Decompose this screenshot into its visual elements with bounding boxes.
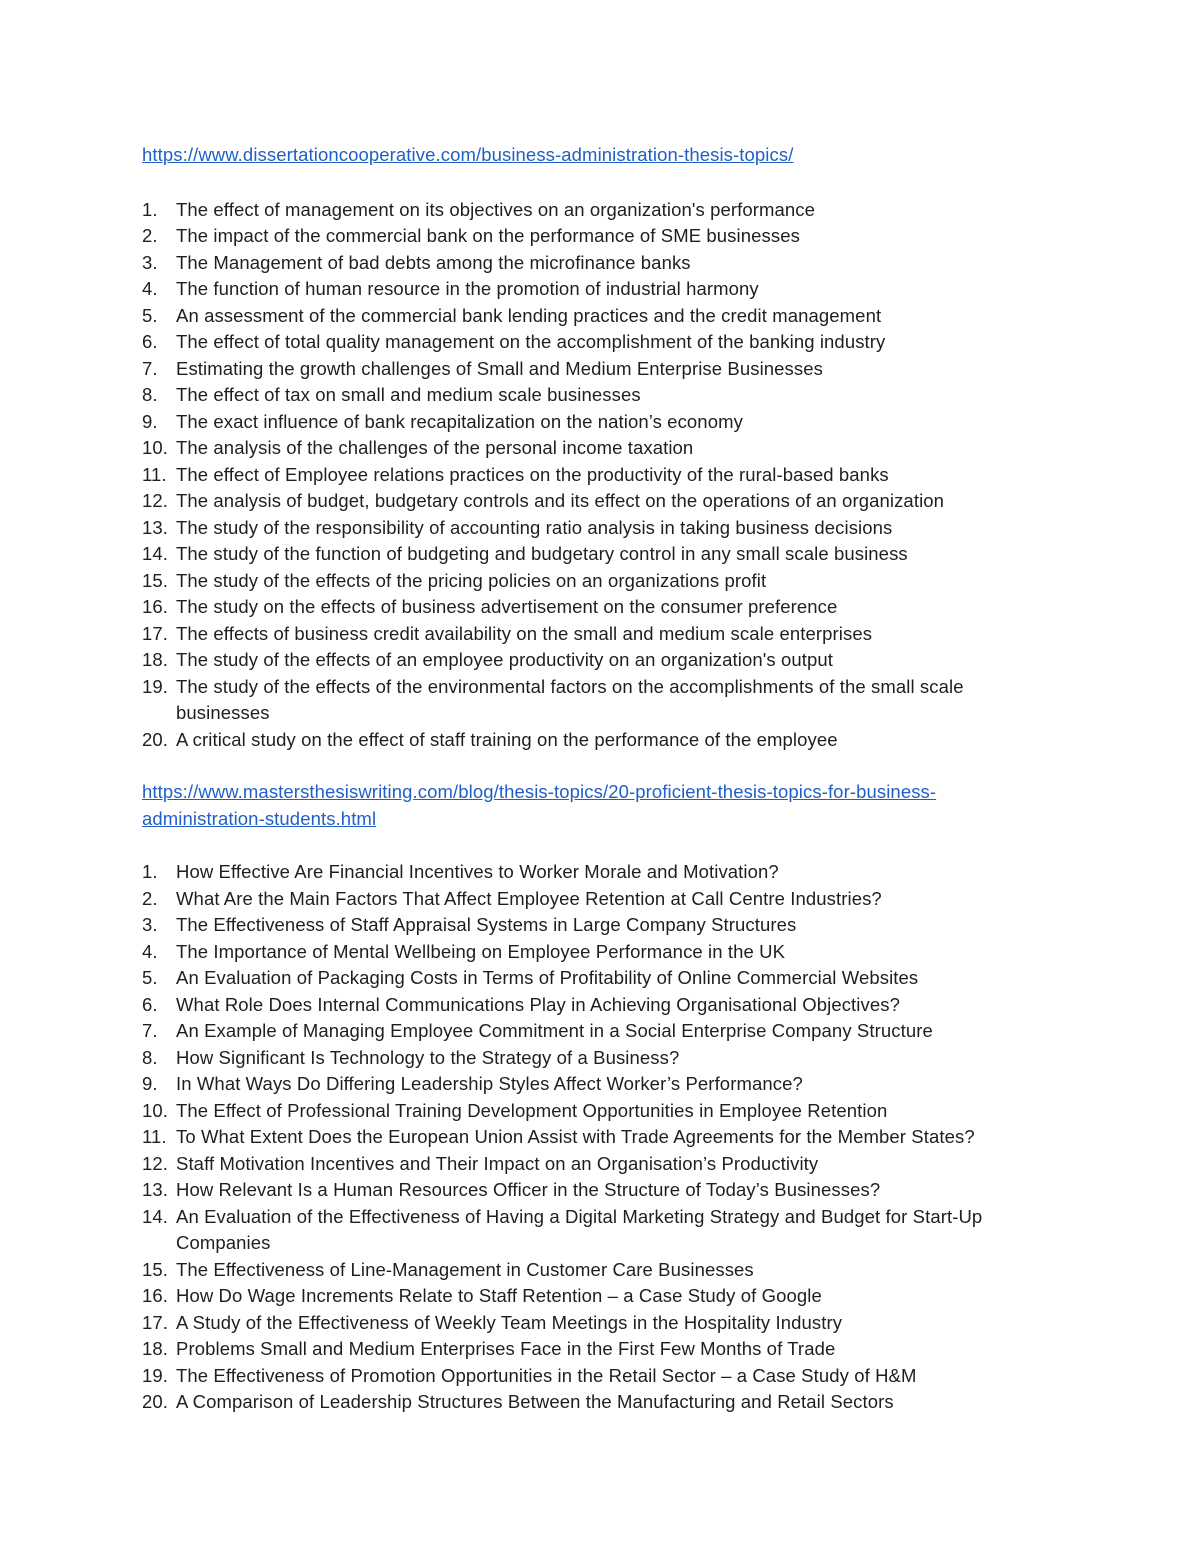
list-item-number: 12.	[142, 1152, 169, 1174]
list-item	[142, 992, 1022, 1019]
list-item	[142, 197, 1022, 224]
list-item-text: The Effectiveness of Line-Management in Customer Care Businesses	[176, 1258, 754, 1280]
list-item-text: In What Ways Do Differing Leadership Styles Affect Worker’s Performance?	[176, 1073, 803, 1094]
topic-list-2	[142, 859, 1060, 1416]
list-item	[142, 356, 1022, 383]
list-item-text: Problems Small and Medium Enterprises Face in the First Few Months of Trade	[176, 1338, 836, 1359]
list-item-text: Staff Motivation Incentives and Their Impact on an Organisation’s Productivity	[176, 1152, 819, 1174]
list-item	[142, 1363, 1022, 1390]
list-item-text: The study of the function of budgeting and budgetary control in any small scale business	[176, 543, 908, 564]
list-item	[142, 1098, 1022, 1125]
list-item	[142, 1071, 1022, 1098]
list-item	[142, 223, 1022, 250]
list-item	[142, 462, 1022, 489]
list-item-text: To What Extent Does the European Union Assist with Trade Agreements for the Member States?	[176, 1126, 975, 1147]
list-item-text: An Evaluation of the Effectiveness of Having a Digital Marketing Strategy and Budget for Start-Up Companies	[176, 1205, 983, 1253]
list-item-text: The Effectiveness of Staff Appraisal Systems in Large Company Structures	[176, 914, 797, 935]
list-item	[142, 250, 1022, 277]
list-item-number: 14.	[142, 1205, 169, 1227]
list-item-number: 9.	[142, 410, 158, 432]
list-item-number: 18.	[142, 649, 169, 670]
list-item-text: The analysis of budget, budgetary controls and its effect on the operations of an organization	[176, 490, 945, 511]
list-item-text: The Management of bad debts among the microfinance banks	[176, 251, 691, 273]
list-item	[142, 1018, 1022, 1045]
list-item-text: The effect of total quality management on the accomplishment of the banking industry	[176, 331, 886, 352]
list-item-text: The Importance of Mental Wellbeing on Employee Performance in the UK	[176, 940, 786, 962]
list-item-text: The study of the effects of an employee productivity on an organization's output	[176, 649, 834, 670]
topic-list-1	[142, 197, 1060, 754]
list-item	[142, 568, 1022, 595]
list-item	[142, 1177, 1022, 1204]
list-item-number: 5.	[142, 304, 158, 326]
list-item-number: 8.	[142, 384, 158, 405]
list-item-text: The impact of the commercial bank on the performance of SME businesses	[176, 225, 800, 246]
list-item	[142, 409, 1022, 436]
list-item-number: 15.	[142, 1258, 169, 1280]
list-item-number: 7.	[142, 1020, 158, 1041]
list-item	[142, 515, 1022, 542]
list-item-text: The effect of Employee relations practices on the productivity of the rural-based banks	[176, 463, 889, 485]
list-item-number: 13.	[142, 516, 169, 538]
source-link-mastersthesiswriting[interactable]: https://www.mastersthesiswriting.com/blog/thesis-topics/20-proficient-thesis-topics-for-business-administration-students.html	[142, 781, 937, 829]
list-item-text: The exact influence of bank recapitalization on the nation’s economy	[176, 410, 743, 432]
list-item-number: 11.	[142, 463, 167, 485]
list-item-number: 2.	[142, 225, 158, 246]
list-item-number: 7.	[142, 357, 158, 379]
list-item	[142, 541, 1022, 568]
list-item	[142, 647, 1022, 674]
list-item-number: 4.	[142, 278, 158, 299]
list-item-number: 5.	[142, 967, 158, 988]
list-item-text: What Role Does Internal Communications Play in Achieving Organisational Objectives?	[176, 993, 900, 1015]
list-item	[142, 1151, 1022, 1178]
list-item	[142, 276, 1022, 303]
list-item-number: 13.	[142, 1179, 169, 1200]
list-item-number: 19.	[142, 675, 169, 697]
list-item-number: 20.	[142, 1391, 169, 1412]
list-item-text: How Effective Are Financial Incentives to Worker Morale and Motivation?	[176, 861, 779, 882]
list-item	[142, 594, 1022, 621]
list-item-text: The function of human resource in the promotion of industrial harmony	[176, 278, 759, 299]
list-item	[142, 382, 1022, 409]
list-item-text: What Are the Main Factors That Affect Employee Retention at Call Centre Industries?	[176, 887, 882, 909]
list-item-text: A Comparison of Leadership Structures Between the Manufacturing and Retail Sectors	[176, 1391, 894, 1412]
list-item-text: The study of the effects of the pricing policies on an organizations profit	[176, 569, 767, 591]
list-item-number: 3.	[142, 251, 158, 273]
list-item	[142, 329, 1022, 356]
list-item-text: The effect of management on its objectives on an organization's performance	[176, 198, 816, 220]
list-item-number: 14.	[142, 543, 169, 564]
list-item-text: The effects of business credit availability on the small and medium scale enterprises	[176, 622, 873, 644]
list-item-number: 19.	[142, 1364, 169, 1386]
list-item	[142, 1310, 1022, 1337]
list-item	[142, 965, 1022, 992]
list-item-number: 16.	[142, 1285, 169, 1306]
list-item	[142, 859, 1022, 886]
list-item	[142, 621, 1022, 648]
list-item	[142, 1389, 1022, 1416]
list-item-number: 6.	[142, 331, 158, 352]
list-item-text: The study on the effects of business advertisement on the consumer preference	[176, 596, 838, 617]
list-item-text: Estimating the growth challenges of Small and Medium Enterprise Businesses	[176, 357, 823, 379]
list-item	[142, 727, 1022, 754]
list-item-number: 20.	[142, 728, 169, 750]
list-item-text: A critical study on the effect of staff training on the performance of the employee	[176, 728, 838, 750]
list-item	[142, 1204, 1022, 1257]
list-item-number: 2.	[142, 887, 158, 909]
list-item-text: The study of the effects of the environmental factors on the accomplishments of the small scale businesses	[176, 675, 964, 723]
list-item-text: A Study of the Effectiveness of Weekly Team Meetings in the Hospitality Industry	[176, 1311, 843, 1333]
list-item-text: How Relevant Is a Human Resources Officer in the Structure of Today’s Businesses?	[176, 1179, 881, 1200]
list-item	[142, 303, 1022, 330]
list-item-text: An assessment of the commercial bank lending practices and the credit management	[176, 304, 882, 326]
list-item-text: An Evaluation of Packaging Costs in Terms of Profitability of Online Commercial Websites	[176, 967, 919, 988]
list-item	[142, 1283, 1022, 1310]
list-item-text: The Effectiveness of Promotion Opportunities in the Retail Sector – a Case Study of H&M	[176, 1364, 917, 1386]
list-item-number: 10.	[142, 437, 169, 458]
list-item	[142, 886, 1022, 913]
list-item-text: The effect of tax on small and medium scale businesses	[176, 384, 641, 405]
list-item-number: 15.	[142, 569, 169, 591]
list-item	[142, 1336, 1022, 1363]
list-item-text: How Do Wage Increments Relate to Staff Retention – a Case Study of Google	[176, 1285, 822, 1306]
list-item-number: 6.	[142, 993, 158, 1015]
list-item-number: 4.	[142, 940, 158, 962]
list-item	[142, 488, 1022, 515]
list-item-number: 18.	[142, 1338, 169, 1359]
list-item-number: 8.	[142, 1046, 158, 1068]
list-item	[142, 435, 1022, 462]
list-item	[142, 674, 1022, 727]
list-item-text: The study of the responsibility of accounting ratio analysis in taking business decisions	[176, 516, 893, 538]
list-item-text: How Significant Is Technology to the Strategy of a Business?	[176, 1046, 680, 1068]
list-item-number: 17.	[142, 1311, 169, 1333]
list-item-number: 9.	[142, 1073, 158, 1094]
list-item-number: 16.	[142, 596, 169, 617]
source-link-dissertationcooperative[interactable]: https://www.dissertationcooperative.com/business-administration-thesis-topics/	[142, 144, 794, 165]
list-item-number: 1.	[142, 861, 158, 882]
list-item-number: 3.	[142, 914, 158, 935]
list-item	[142, 939, 1022, 966]
list-item-number: 1.	[142, 198, 158, 220]
list-item-number: 12.	[142, 490, 169, 511]
list-item-text: The analysis of the challenges of the personal income taxation	[176, 437, 694, 458]
list-item	[142, 1045, 1022, 1072]
list-item	[142, 1124, 1022, 1151]
list-item-text: The Effect of Professional Training Development Opportunities in Employee Retention	[176, 1099, 888, 1121]
list-item	[142, 1257, 1022, 1284]
list-item-number: 17.	[142, 622, 169, 644]
list-item-text: An Example of Managing Employee Commitment in a Social Enterprise Company Structure	[176, 1020, 933, 1041]
list-item-number: 10.	[142, 1099, 169, 1121]
list-item-number: 11.	[142, 1126, 167, 1147]
list-item	[142, 912, 1022, 939]
